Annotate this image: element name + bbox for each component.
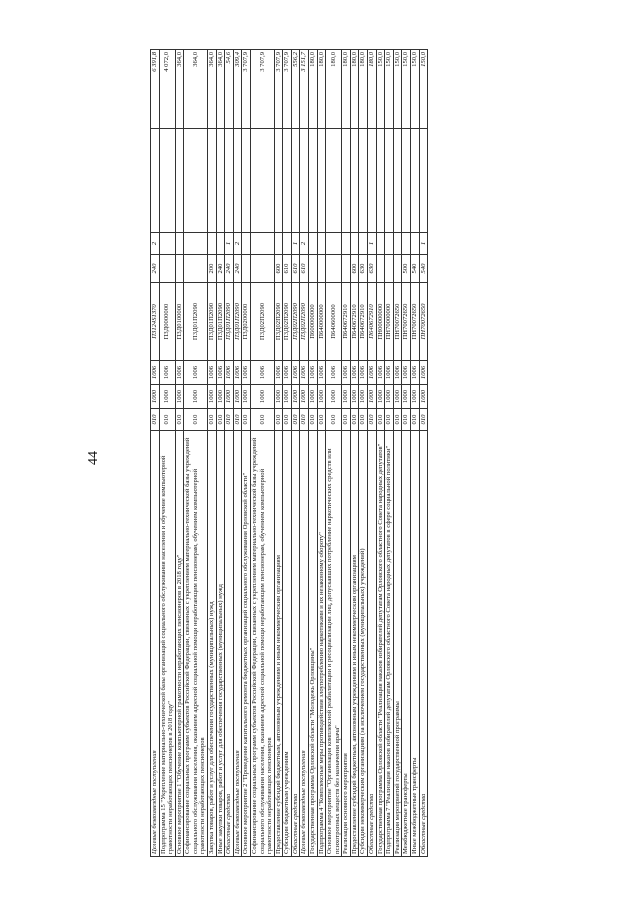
table-row [184, 50, 208, 857]
table-row [317, 50, 326, 857]
ministry-code-cell: 010 [385, 409, 394, 431]
row-name-cell: Целевые безвозмездные поступления [151, 431, 160, 857]
blank-cell [208, 129, 217, 233]
table-row [225, 50, 234, 857]
section-code-cell: 1000 [184, 385, 208, 409]
subsection-code-cell: 1006 [250, 361, 274, 385]
funding-source-code-cell [376, 233, 385, 255]
row-name-cell: Основное мероприятие 1 "Обучение компьютерной грамотности неработающих пенсионеров в 2018 году" [175, 431, 184, 857]
row-name-cell: Субсидии бюджетным учреждениям [283, 431, 292, 857]
funding-source-code-cell [274, 233, 283, 255]
target-article-code-cell: П3Д01П2090 [233, 283, 242, 361]
amount-cell: 556,2 [291, 50, 300, 129]
amount-cell: 309,4 [233, 50, 242, 129]
blank-cell [326, 129, 342, 233]
table-row [233, 50, 242, 857]
expense-type-code-cell: 540 [419, 255, 428, 283]
ministry-code-cell: 010 [233, 409, 242, 431]
amount-cell: 180,0 [342, 50, 351, 129]
table-row [308, 50, 317, 857]
section-code-cell: 1000 [350, 385, 359, 409]
table-row [385, 50, 394, 857]
section-code-cell: 1000 [208, 385, 217, 409]
section-code-cell: 1000 [151, 385, 160, 409]
target-article-code-cell: ПН70072650 [393, 283, 402, 361]
target-article-code-cell: П3Д0000000 [159, 283, 175, 361]
target-article-code-cell: П640672910 [368, 283, 377, 361]
table-row [300, 50, 309, 857]
expense-type-code-cell: 240 [225, 255, 234, 283]
amount-cell: 364,0 [208, 50, 217, 129]
table-row [368, 50, 377, 857]
table-row [208, 50, 217, 857]
section-code-cell: 1000 [342, 385, 351, 409]
ministry-code-cell: 010 [151, 409, 160, 431]
blank-cell [317, 129, 326, 233]
amount-cell: 150,0 [410, 50, 419, 129]
subsection-code-cell: 1006 [151, 361, 160, 385]
expense-type-code-cell: 540 [410, 255, 419, 283]
ministry-code-cell: 010 [175, 409, 184, 431]
ministry-code-cell: 010 [393, 409, 402, 431]
target-article-code-cell: ПН70072650 [410, 283, 419, 361]
expense-type-code-cell [159, 255, 175, 283]
amount-cell: 364,0 [175, 50, 184, 129]
target-article-code-cell: П3Д02П2090 [274, 283, 283, 361]
table-row [376, 50, 385, 857]
ministry-code-cell: 010 [184, 409, 208, 431]
table-row [359, 50, 368, 857]
expense-type-code-cell [242, 255, 251, 283]
expense-type-code-cell [175, 255, 184, 283]
expense-type-code-cell: 600 [274, 255, 283, 283]
amount-cell: 180,0 [359, 50, 368, 129]
table-row [402, 50, 411, 857]
funding-source-code-cell: 2 [300, 233, 309, 255]
amount-cell: 3 707,9 [250, 50, 274, 129]
funding-source-code-cell [410, 233, 419, 255]
expense-type-code-cell [393, 255, 402, 283]
row-name-cell: Межбюджетные трансферты [402, 431, 411, 857]
subsection-code-cell: 1006 [326, 361, 342, 385]
row-name-cell: Областные средства [225, 431, 234, 857]
row-name-cell: Целевые безвозмездные поступления [300, 431, 309, 857]
expense-type-code-cell [317, 255, 326, 283]
expense-type-code-cell: 240 [216, 255, 225, 283]
amount-cell: 54,6 [225, 50, 234, 129]
row-name-cell: Закупка товаров, работ и услуг для обеспечения государственных (муниципальных) нужд [208, 431, 217, 857]
subsection-code-cell: 1006 [376, 361, 385, 385]
amount-cell: 180,0 [350, 50, 359, 129]
funding-source-code-cell [242, 233, 251, 255]
row-name-cell: Иные закупки товаров, работ и услуг для обеспечения государственных (муниципальных) нужд [216, 431, 225, 857]
expense-type-code-cell [250, 255, 274, 283]
ministry-code-cell: 010 [410, 409, 419, 431]
funding-source-code-cell [184, 233, 208, 255]
subsection-code-cell: 1006 [159, 361, 175, 385]
row-name-cell: Подпрограмма 4 "Комплексные меры противодействия злоупотреблению наркотиками и их незаконному обороту" [317, 431, 326, 857]
table-row [283, 50, 292, 857]
amount-cell: 180,0 [368, 50, 377, 129]
row-name-cell: Предоставление субсидий бюджетным, автономным учреждениям и иным некоммерческим организациям [274, 431, 283, 857]
ministry-code-cell: 010 [317, 409, 326, 431]
table-row [410, 50, 419, 857]
amount-cell: 364,0 [216, 50, 225, 129]
subsection-code-cell: 1006 [342, 361, 351, 385]
ministry-code-cell: 010 [342, 409, 351, 431]
blank-cell [184, 129, 208, 233]
ministry-code-cell: 010 [283, 409, 292, 431]
blank-cell [274, 129, 283, 233]
row-name-cell: Целевые безвозмездные поступления [233, 431, 242, 857]
section-code-cell: 1000 [175, 385, 184, 409]
table-row [342, 50, 351, 857]
ministry-code-cell: 010 [250, 409, 274, 431]
table-row [393, 50, 402, 857]
row-name-cell: Софинансирование социальных программ субъектов Российской Федерации, связанных с укреплением материально-технической базы учреждений социального обслуживания населения, оказанием адресной социальной помощи неработающим пенсионерам, обучением компьютерной грамотности неработающих пенсионеров [184, 431, 208, 857]
expense-type-code-cell: 610 [283, 255, 292, 283]
target-article-code-cell: П3Д02П2090 [250, 283, 274, 361]
amount-cell: 6 391,8 [151, 50, 160, 129]
amount-cell: 4 072,0 [159, 50, 175, 129]
target-article-code-cell: П640672910 [342, 283, 351, 361]
subsection-code-cell: 1006 [393, 361, 402, 385]
section-code-cell: 1000 [368, 385, 377, 409]
subsection-code-cell: 1006 [350, 361, 359, 385]
funding-source-code-cell: 1 [419, 233, 428, 255]
ministry-code-cell: 010 [402, 409, 411, 431]
funding-source-code-cell [385, 233, 394, 255]
subsection-code-cell: 1006 [410, 361, 419, 385]
target-article-code-cell: П3Д02П2090 [291, 283, 300, 361]
subsection-code-cell: 1006 [317, 361, 326, 385]
ministry-code-cell: 010 [159, 409, 175, 431]
row-name-cell: Подпрограмма 15 "Укрепление материально-технической базы организаций социального обслуживания населения и обучение компьютерной грамотности неработающих пенсионеров в 2018 году" [159, 431, 175, 857]
funding-source-code-cell [317, 233, 326, 255]
blank-cell [151, 129, 160, 233]
funding-source-code-cell [350, 233, 359, 255]
blank-cell [216, 129, 225, 233]
section-code-cell: 1000 [410, 385, 419, 409]
amount-cell: 150,0 [402, 50, 411, 129]
subsection-code-cell: 1006 [175, 361, 184, 385]
ministry-code-cell: 010 [350, 409, 359, 431]
blank-cell [342, 129, 351, 233]
section-code-cell: 1000 [283, 385, 292, 409]
subsection-code-cell: 1006 [274, 361, 283, 385]
amount-cell: 3 707,9 [242, 50, 251, 129]
row-name-cell: Реализация мероприятий государственной программы [393, 431, 402, 857]
row-name-cell: Областные средства [368, 431, 377, 857]
table-row [350, 50, 359, 857]
amount-cell: 150,0 [376, 50, 385, 129]
target-article-code-cell: П3Д0200000 [242, 283, 251, 361]
section-code-cell: 1000 [233, 385, 242, 409]
amount-cell: 150,0 [385, 50, 394, 129]
ministry-code-cell: 010 [308, 409, 317, 431]
funding-source-code-cell [216, 233, 225, 255]
section-code-cell: 1000 [376, 385, 385, 409]
ministry-code-cell: 010 [225, 409, 234, 431]
amount-cell: 3 707,9 [283, 50, 292, 129]
row-name-cell: Государственная программа Орловской области "Молодежь Орловщины" [308, 431, 317, 857]
row-name-cell: Иные межбюджетные трансферты [410, 431, 419, 857]
target-article-code-cell: П3Д02П2090 [300, 283, 309, 361]
target-article-code-cell: П3124S1370 [151, 283, 160, 361]
table-row [151, 50, 160, 857]
blank-cell [291, 129, 300, 233]
expense-type-code-cell: 500 [402, 255, 411, 283]
blank-cell [368, 129, 377, 233]
funding-source-code-cell [250, 233, 274, 255]
expense-type-code-cell: 600 [350, 255, 359, 283]
section-code-cell: 1000 [159, 385, 175, 409]
amount-cell: 3 151,7 [300, 50, 309, 129]
expense-type-code-cell: 610 [300, 255, 309, 283]
row-name-cell: Основное мероприятие "Организация комплексной реабилитации и ресоциализации лиц, допускавших потребление наркотических средств или психотропных веществ без назначения врача" [326, 431, 342, 857]
target-article-code-cell: П640672910 [350, 283, 359, 361]
ministry-code-cell: 010 [291, 409, 300, 431]
amount-cell: 150,0 [419, 50, 428, 129]
row-name-cell: Субсидии некоммерческим организациям (за исключением государственных (муниципальных) учреждений) [359, 431, 368, 857]
funding-source-code-cell [359, 233, 368, 255]
subsection-code-cell: 1006 [283, 361, 292, 385]
subsection-code-cell: 1006 [300, 361, 309, 385]
expense-type-code-cell [184, 255, 208, 283]
row-name-cell: Предоставление субсидий бюджетным, автономным учреждениям и иным некоммерческим организациям [350, 431, 359, 857]
funding-source-code-cell [393, 233, 402, 255]
subsection-code-cell: 1006 [419, 361, 428, 385]
ministry-code-cell: 010 [274, 409, 283, 431]
section-code-cell: 1000 [385, 385, 394, 409]
ministry-code-cell: 010 [359, 409, 368, 431]
amount-cell: 180,0 [308, 50, 317, 129]
amount-cell: 180,0 [326, 50, 342, 129]
table-row [242, 50, 251, 857]
expense-type-code-cell [342, 255, 351, 283]
subsection-code-cell: 1006 [184, 361, 208, 385]
blank-cell [376, 129, 385, 233]
section-code-cell: 1000 [242, 385, 251, 409]
row-name-cell: Областные средства [291, 431, 300, 857]
row-name-cell: Государственная программа Орловской области "Реализация наказов избирателей депутатам Орловского областного Совета народных депутатов" [376, 431, 385, 857]
subsection-code-cell: 1006 [233, 361, 242, 385]
funding-source-code-cell: 2 [151, 233, 160, 255]
blank-cell [393, 129, 402, 233]
funding-source-code-cell [208, 233, 217, 255]
subsection-code-cell: 1006 [385, 361, 394, 385]
subsection-code-cell: 1006 [242, 361, 251, 385]
funding-source-code-cell [175, 233, 184, 255]
subsection-code-cell: 1006 [216, 361, 225, 385]
blank-cell [159, 129, 175, 233]
target-article-code-cell: П3Д01П2090 [225, 283, 234, 361]
table-row [250, 50, 274, 857]
target-article-code-cell: П3Д02П2090 [283, 283, 292, 361]
blank-cell [242, 129, 251, 233]
table-row [274, 50, 283, 857]
blank-cell [283, 129, 292, 233]
blank-cell [419, 129, 428, 233]
target-article-code-cell: ПН70072650 [402, 283, 411, 361]
blank-cell [175, 129, 184, 233]
funding-source-code-cell: 1 [225, 233, 234, 255]
section-code-cell: 1000 [225, 385, 234, 409]
expense-type-code-cell: 200 [208, 255, 217, 283]
target-article-code-cell: ПН70072650 [419, 283, 428, 361]
section-code-cell: 1000 [250, 385, 274, 409]
row-name-cell: Областные средства [419, 431, 428, 857]
table-row [291, 50, 300, 857]
section-code-cell: 1000 [274, 385, 283, 409]
section-code-cell: 1000 [419, 385, 428, 409]
subsection-code-cell: 1006 [208, 361, 217, 385]
blank-cell [385, 129, 394, 233]
subsection-code-cell: 1006 [368, 361, 377, 385]
section-code-cell: 1000 [393, 385, 402, 409]
funding-source-code-cell: 1 [368, 233, 377, 255]
ministry-code-cell: 010 [300, 409, 309, 431]
expense-type-code-cell: 240 [233, 255, 242, 283]
section-code-cell: 1000 [216, 385, 225, 409]
expense-type-code-cell [385, 255, 394, 283]
expense-type-code-cell [326, 255, 342, 283]
blank-cell [225, 129, 234, 233]
table-row [159, 50, 175, 857]
target-article-code-cell: П640000000 [317, 283, 326, 361]
blank-cell [410, 129, 419, 233]
section-code-cell: 1000 [291, 385, 300, 409]
expense-type-code-cell: 610 [291, 255, 300, 283]
subsection-code-cell: 1006 [402, 361, 411, 385]
funding-source-code-cell [326, 233, 342, 255]
ministry-code-cell: 010 [216, 409, 225, 431]
amount-cell: 150,0 [393, 50, 402, 129]
target-article-code-cell: П3Д01П2090 [208, 283, 217, 361]
amount-cell: 3 707,9 [274, 50, 283, 129]
section-code-cell: 1000 [317, 385, 326, 409]
funding-source-code-cell: 2 [233, 233, 242, 255]
table-row [175, 50, 184, 857]
expense-type-code-cell [376, 255, 385, 283]
subsection-code-cell: 1006 [308, 361, 317, 385]
amount-cell: 180,0 [317, 50, 326, 129]
blank-cell [359, 129, 368, 233]
blank-cell [402, 129, 411, 233]
funding-source-code-cell [402, 233, 411, 255]
ministry-code-cell: 010 [419, 409, 428, 431]
row-name-cell: Подпрограмма 7 "Реализация наказов избирателей депутатам Орловского областного Совета народных депутатов в сфере социальной политики" [385, 431, 394, 857]
subsection-code-cell: 1006 [225, 361, 234, 385]
section-code-cell: 1000 [402, 385, 411, 409]
budget-table [150, 49, 428, 857]
budget-table-body [151, 50, 428, 857]
funding-source-code-cell: 1 [291, 233, 300, 255]
target-article-code-cell: П3Д01П2090 [184, 283, 208, 361]
expense-type-code-cell [308, 255, 317, 283]
funding-source-code-cell [159, 233, 175, 255]
target-article-code-cell: ПН00000000 [376, 283, 385, 361]
blank-cell [300, 129, 309, 233]
ministry-code-cell: 010 [242, 409, 251, 431]
blank-cell [250, 129, 274, 233]
blank-cell [350, 129, 359, 233]
expense-type-code-cell: 630 [359, 255, 368, 283]
expense-type-code-cell: 240 [151, 255, 160, 283]
funding-source-code-cell [308, 233, 317, 255]
section-code-cell: 1000 [300, 385, 309, 409]
ministry-code-cell: 010 [208, 409, 217, 431]
target-article-code-cell: П3Д0100000 [175, 283, 184, 361]
target-article-code-cell: П640600000 [326, 283, 342, 361]
ministry-code-cell: 010 [368, 409, 377, 431]
table-row [326, 50, 342, 857]
expense-type-code-cell: 630 [368, 255, 377, 283]
ministry-code-cell: 010 [376, 409, 385, 431]
section-code-cell: 1000 [326, 385, 342, 409]
page-number: 44 [86, 451, 101, 465]
row-name-cell: Софинансирование социальных программ субъектов Российской Федерации, связанных с укреплением материально-технической базы учреждений социального обслуживания населения, оказанием адресной социальной помощи неработающим пенсионерам, обучением компьютерной грамотности неработающих пенсионеров [250, 431, 274, 857]
table-row [419, 50, 428, 857]
amount-cell: 364,0 [184, 50, 208, 129]
target-article-code-cell: П3Д01П2090 [216, 283, 225, 361]
ministry-code-cell: 010 [326, 409, 342, 431]
section-code-cell: 1000 [308, 385, 317, 409]
blank-cell [308, 129, 317, 233]
table-row [216, 50, 225, 857]
funding-source-code-cell [283, 233, 292, 255]
row-name-cell: Реализация основного мероприятия [342, 431, 351, 857]
target-article-code-cell: П600000000 [308, 283, 317, 361]
target-article-code-cell: П640672910 [359, 283, 368, 361]
funding-source-code-cell [342, 233, 351, 255]
section-code-cell: 1000 [359, 385, 368, 409]
blank-cell [233, 129, 242, 233]
target-article-code-cell: ПН70000000 [385, 283, 394, 361]
row-name-cell: Основное мероприятие 2 "Проведение капитального ремонта бюджетных организаций социального обслуживания Орловской области" [242, 431, 251, 857]
subsection-code-cell: 1006 [359, 361, 368, 385]
subsection-code-cell: 1006 [291, 361, 300, 385]
